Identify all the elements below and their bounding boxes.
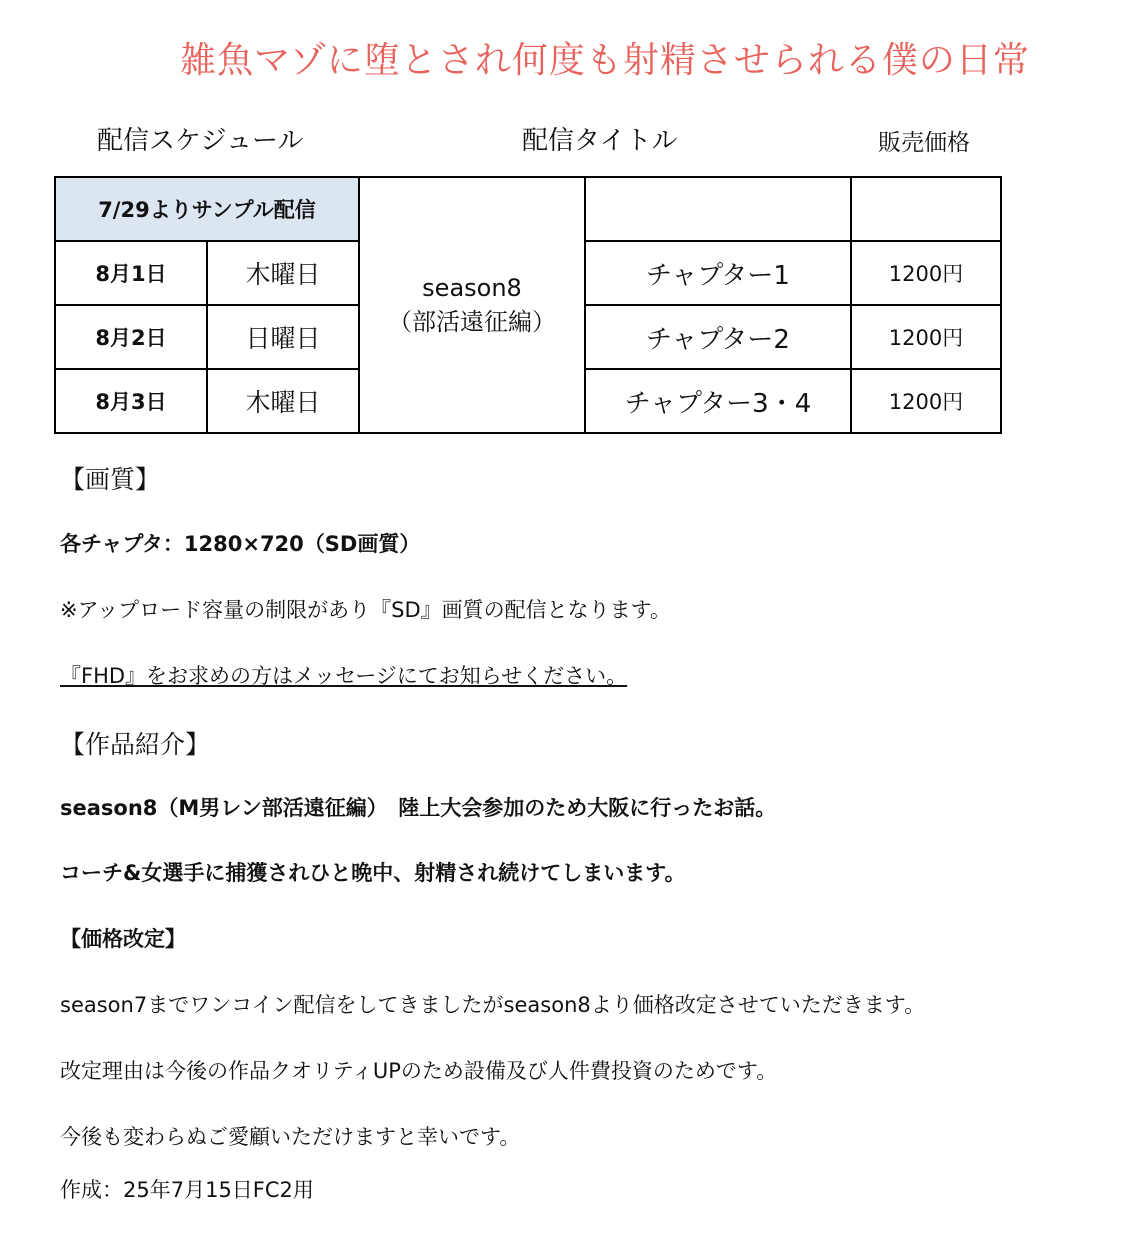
chapter-cell: チャプター3・4 <box>585 369 851 433</box>
season-name: season8 <box>422 274 522 302</box>
chapter-cell: チャプター2 <box>585 305 851 369</box>
header-title: 配信タイトル <box>522 126 678 156</box>
price-cell: 1200円 <box>851 305 1001 369</box>
footer-note: 作成：25年7月15日FC2用 <box>60 1178 314 1202</box>
table-row <box>55 177 1001 241</box>
price-cell: 1200円 <box>851 369 1001 433</box>
page-title: 雑魚マゾに堕とされ何度も射精させられる僕の日常 <box>180 40 1030 81</box>
quality-fhd-note: 『FHD』をお求めの方はメッセージにてお知らせください。 <box>60 664 628 688</box>
revision-heading: 【価格改定】 <box>60 927 186 951</box>
revision-line-1: season7までワンコイン配信をしてきましたがseason8より価格改定させていただきます。 <box>60 993 926 1017</box>
date-cell: 8月2日 <box>55 305 207 369</box>
chapter-cell: チャプター1 <box>585 241 851 305</box>
empty-cell <box>851 177 1001 241</box>
header-price: 販売価格 <box>878 130 970 156</box>
intro-heading: 【作品紹介】 <box>60 730 211 759</box>
season-cell <box>359 177 585 433</box>
date-cell: 8月3日 <box>55 369 207 433</box>
day-cell: 木曜日 <box>207 241 359 305</box>
quality-note: ※アップロード容量の制限があり『SD』画質の配信となります。 <box>60 598 671 622</box>
intro-line-1: season8（M男レン部活遠征編） 陸上大会参加のため大阪に行ったお話。 <box>60 796 777 820</box>
intro-line-2: コーチ&女選手に捕獲されひと晩中、射精され続けてしまいます。 <box>60 861 686 885</box>
schedule-table <box>54 176 1002 434</box>
date-cell: 8月1日 <box>55 241 207 305</box>
quality-heading: 【画質】 <box>60 465 161 494</box>
sample-cell: 7/29よりサンプル配信 <box>55 177 359 241</box>
header-schedule: 配信スケジュール <box>97 126 304 156</box>
revision-line-2: 改定理由は今後の作品クオリティUPのため設備及び人件費投資のためです。 <box>60 1059 778 1083</box>
revision-line-3: 今後も変わらぬご愛顧いただけますと幸いです。 <box>60 1125 521 1149</box>
empty-cell <box>585 177 851 241</box>
day-cell: 日曜日 <box>207 305 359 369</box>
day-cell: 木曜日 <box>207 369 359 433</box>
quality-resolution: 各チャプタ：1280×720（SD画質） <box>60 532 421 556</box>
price-cell: 1200円 <box>851 241 1001 305</box>
season-subtitle: （部活遠征編） <box>388 308 556 336</box>
